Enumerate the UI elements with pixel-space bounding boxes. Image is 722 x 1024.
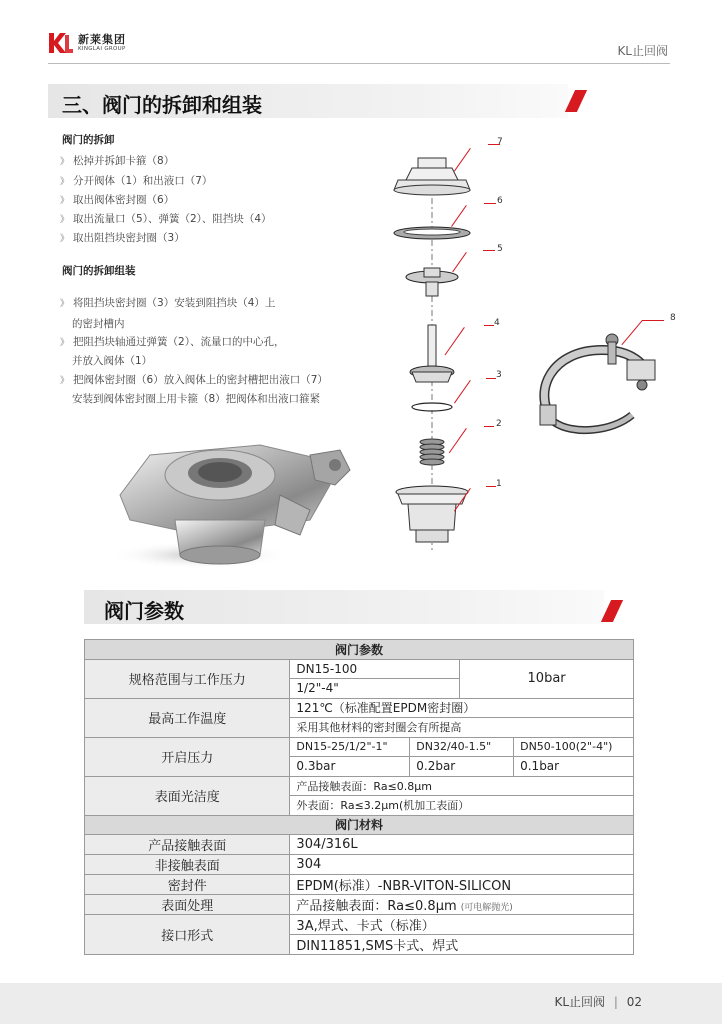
finish-line2: 外表面：Ra≤3.2μm(机加工表面）: [290, 796, 634, 816]
spec-label: 规格范围与工作压力: [85, 659, 290, 698]
params-header: 阀门参数: [85, 640, 634, 660]
finish-label: 表面光洁度: [85, 776, 290, 815]
callout-label: 5: [497, 244, 503, 254]
callout-label: 1: [496, 479, 502, 489]
disassembly-step: 》 取出阀体密封圈（6）: [60, 194, 175, 206]
table-row: [85, 855, 634, 875]
materials-header: 阀门材料: [85, 815, 634, 835]
assembly-step: 》 把阀体密封圈（6）放入阀体上的密封槽把出液口（7）: [60, 374, 328, 386]
temp-line2: 采用其他材料的密封圈会有所提高: [290, 718, 634, 738]
seal-label: 密封件: [85, 875, 290, 895]
table-row: [85, 659, 634, 679]
page-footer: [0, 983, 722, 1024]
section-title-disassembly: 三、阀门的拆卸和组装: [62, 93, 262, 117]
disassembly-subtitle: 阀门的拆卸: [62, 134, 115, 146]
spec-pressure: 10bar: [460, 659, 634, 698]
assembly-step-continuation: 的密封槽内: [72, 318, 125, 330]
spec-inch: 1/2"-4": [290, 679, 460, 699]
section-title-parameters: 阀门参数: [104, 599, 184, 623]
callout-leader: [642, 320, 664, 321]
footer-label: [554, 993, 642, 1010]
open-size: DN50-100(2"-4"): [514, 737, 634, 757]
disassembly-step: 》 取出阻挡块密封圈（3）: [60, 232, 185, 244]
chevron-right-icon: 》: [60, 299, 70, 309]
red-slash-accent: [601, 600, 623, 622]
table-row: [85, 698, 634, 718]
chevron-right-icon: 》: [60, 338, 70, 348]
callout-leader: [483, 250, 495, 251]
chevron-right-icon: 》: [60, 215, 70, 225]
surface-value: 产品接触表面：Ra≤0.8μm (可电解抛光): [290, 895, 634, 915]
contact-value: 304/316L: [290, 835, 634, 855]
open-value: 0.3bar: [290, 757, 410, 777]
callout-leader: [484, 426, 494, 427]
disassembly-step: 》 取出流量口（5）、弹簧（2）、阻挡块（4）: [60, 213, 272, 225]
finish-line1: 产品接触表面：Ra≤0.8μm: [290, 776, 634, 796]
assembly-step-continuation: 安装到阀体密封圈上用卡箍（8）把阀体和出液口箍紧: [72, 393, 321, 405]
callout-leader: [486, 378, 496, 379]
chevron-right-icon: 》: [60, 157, 70, 167]
open-value: 0.2bar: [410, 757, 514, 777]
assembly-step: 》 将阻挡块密封圈（3）安装到阻挡块（4）上: [60, 297, 276, 309]
open-value: 0.1bar: [514, 757, 634, 777]
seal-value: EPDM(标准）-NBR-VITON-SILICON: [290, 875, 634, 895]
page-number: 02: [626, 995, 642, 1009]
open-size: DN32/40-1.5": [410, 737, 514, 757]
callout-label: 6: [497, 196, 503, 206]
disassembly-step: 》 松掉并拆卸卡箍（8）: [60, 155, 175, 167]
table-header-row: [85, 640, 634, 660]
parameters-table: [84, 639, 634, 955]
temp-line1: 121℃（标准配置EPDM密封圈）: [290, 698, 634, 718]
kinglai-logo-icon: [48, 32, 74, 54]
table-row: [85, 895, 634, 915]
surface-label: 表面处理: [85, 895, 290, 915]
chevron-right-icon: 》: [60, 177, 70, 187]
contact-label: 产品接触表面: [85, 835, 290, 855]
temp-label: 最高工作温度: [85, 698, 290, 737]
table-row: [85, 737, 634, 757]
callout-label: 2: [496, 419, 502, 429]
callout-label: 3: [496, 370, 502, 380]
table-header-row: [85, 815, 634, 835]
clamp-drawing: [532, 320, 672, 440]
callout-label: 8: [670, 313, 676, 323]
noncontact-label: 非接触表面: [85, 855, 290, 875]
assembly-subtitle: 阀门的拆卸组装: [62, 265, 136, 277]
company-logo: [48, 32, 126, 54]
footer-doc-name: KL止回阀: [554, 995, 606, 1009]
connection-line2: DIN11851,SMS卡式、焊式: [290, 935, 634, 955]
table-row: [85, 915, 634, 935]
connection-line1: 3A,焊式、卡式（标准）: [290, 915, 634, 935]
open-pressure-label: 开启压力: [85, 737, 290, 776]
noncontact-value: 304: [290, 855, 634, 875]
table-row: [85, 875, 634, 895]
logo-english-name: KINGLAI GROUP: [78, 45, 126, 52]
callout-leader: [484, 325, 494, 326]
assembly-step: 》 把阻挡块轴通过弹簧（2）、流量口的中心孔，: [60, 336, 285, 348]
chevron-right-icon: 》: [60, 376, 70, 386]
callout-leader: [486, 486, 496, 487]
callout-leader: [484, 203, 496, 204]
spec-dn: DN15-100: [290, 659, 460, 679]
logo-chinese-name: 新莱集团: [78, 32, 126, 46]
document-name: KL止回阀: [617, 44, 668, 58]
assembly-step-continuation: 并放入阀体（1）: [72, 355, 153, 367]
header-divider: [48, 63, 670, 64]
red-slash-accent: [565, 90, 587, 112]
callout-label: 7: [497, 137, 503, 147]
assembled-valve-image: [110, 425, 360, 575]
footer-separator: |: [613, 995, 618, 1009]
table-row: [85, 776, 634, 796]
callout-label: 4: [494, 318, 500, 328]
connection-label: 接口形式: [85, 915, 290, 955]
table-row: [85, 835, 634, 855]
chevron-right-icon: 》: [60, 234, 70, 244]
surface-note: (可电解抛光): [460, 903, 513, 913]
open-size: DN15-25/1/2"-1": [290, 737, 410, 757]
disassembly-step: 》 分开阀体（1）和出液口（7）: [60, 175, 213, 187]
chevron-right-icon: 》: [60, 196, 70, 206]
